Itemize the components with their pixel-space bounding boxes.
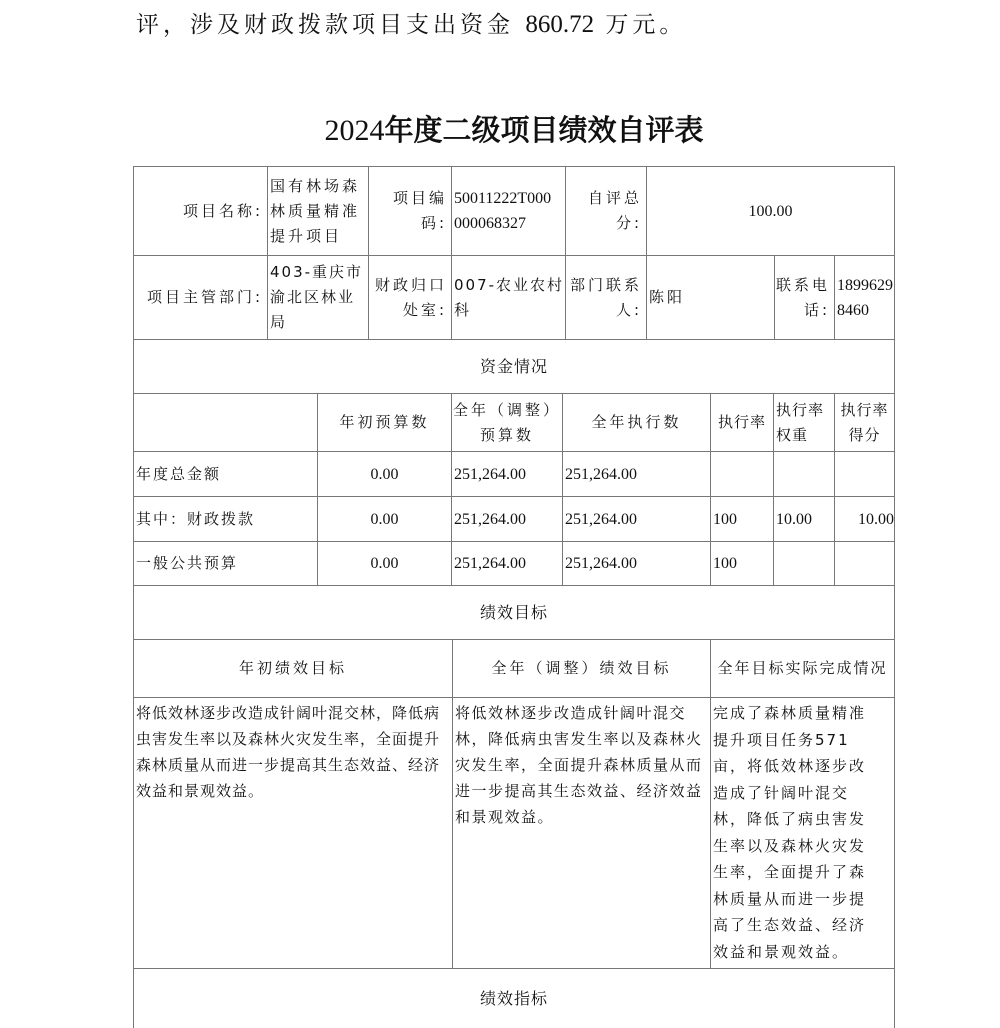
row-score	[834, 541, 895, 586]
funding-header-initial: 年初预算数	[317, 393, 452, 452]
indicators-section-title: 绩效指标	[133, 968, 895, 1028]
row-score: 10.00	[834, 496, 895, 542]
project-code-value: 50011222T000000068327	[451, 166, 566, 256]
finance-office-value: 007-农业农村科	[451, 255, 566, 340]
row-weight	[773, 451, 835, 497]
row-executed: 251,264.00	[562, 496, 711, 542]
goals-header-actual: 全年目标实际完成情况	[710, 639, 895, 698]
row-score	[834, 451, 895, 497]
intro-prefix: 评，涉及财政拨款项目支出资金	[136, 12, 514, 38]
goals-section-title: 绩效目标	[133, 585, 895, 640]
row-rate: 100	[710, 496, 774, 542]
contact-value: 陈阳	[646, 255, 775, 340]
row-rate	[710, 451, 774, 497]
goals-header-adjusted: 全年（调整）绩效目标	[452, 639, 711, 698]
row-initial: 0.00	[317, 451, 452, 497]
intro-suffix: 万元。	[605, 12, 687, 38]
row-initial: 0.00	[317, 496, 452, 542]
initial-goal-text: 将低效林逐步改造成针阔叶混交林，降低病虫害发生率以及森林火灾发生率，全面提升森林质量从而进一步提高其生态效益、经济效益和景观效益。	[133, 697, 453, 969]
funding-header-adjusted: 全年（调整）预算数	[451, 393, 563, 452]
dept-label: 项目主管部门:	[133, 255, 268, 340]
project-code-label: 项目编码:	[368, 166, 452, 256]
funding-header-rate: 执行率	[710, 393, 774, 452]
contact-label: 部门联系人:	[565, 255, 647, 340]
intro-paragraph	[136, 6, 686, 39]
row-weight: 10.00	[773, 496, 835, 542]
row-weight	[773, 541, 835, 586]
intro-amount: 860.72	[525, 11, 595, 38]
funding-header-score: 执行率得分	[834, 393, 895, 452]
title-text: 年度二级项目绩效自评表	[384, 113, 704, 147]
title-year: 2024	[324, 114, 385, 147]
funding-section-title: 资金情况	[133, 339, 895, 394]
row-executed: 251,264.00	[562, 451, 711, 497]
row-executed: 251,264.00	[562, 541, 711, 586]
row-label: 其中：财政拨款	[133, 496, 318, 542]
row-adjusted: 251,264.00	[451, 541, 563, 586]
self-score-label: 自评总分:	[565, 166, 647, 256]
finance-office-label: 财政归口处室:	[368, 255, 452, 340]
funding-header-weight: 执行率权重	[773, 393, 835, 452]
row-initial: 0.00	[317, 541, 452, 586]
row-rate: 100	[710, 541, 774, 586]
project-name-label: 项目名称:	[133, 166, 268, 256]
self-score-value: 100.00	[646, 166, 895, 256]
row-adjusted: 251,264.00	[451, 451, 563, 497]
funding-header-executed: 全年执行数	[562, 393, 711, 452]
adjusted-goal-text: 将低效林逐步改造成针阔叶混交林，降低病虫害发生率以及森林火灾发生率，全面提升森林质量从而进一步提高其生态效益、经济效益和景观效益。	[452, 697, 711, 969]
dept-value: 403-重庆市渝北区林业局	[267, 255, 369, 340]
page-title	[0, 108, 1000, 149]
goals-header-initial: 年初绩效目标	[133, 639, 453, 698]
row-label: 年度总金额	[133, 451, 318, 497]
phone-value: 18996298460	[834, 255, 895, 340]
project-name-value: 国有林场森林质量精准提升项目	[267, 166, 369, 256]
row-label: 一般公共预算	[133, 541, 318, 586]
actual-completion-text: 完成了森林质量精准提升项目任务571亩，将低效林逐步改造成了针阔叶混交林，降低了病虫害发生率以及森林火灾发生率，全面提升了森林质量从而进一步提高了生态效益、经济效益和景观效益。	[710, 697, 895, 969]
phone-label: 联系电话:	[774, 255, 835, 340]
row-adjusted: 251,264.00	[451, 496, 563, 542]
funding-header-blank	[133, 393, 318, 452]
